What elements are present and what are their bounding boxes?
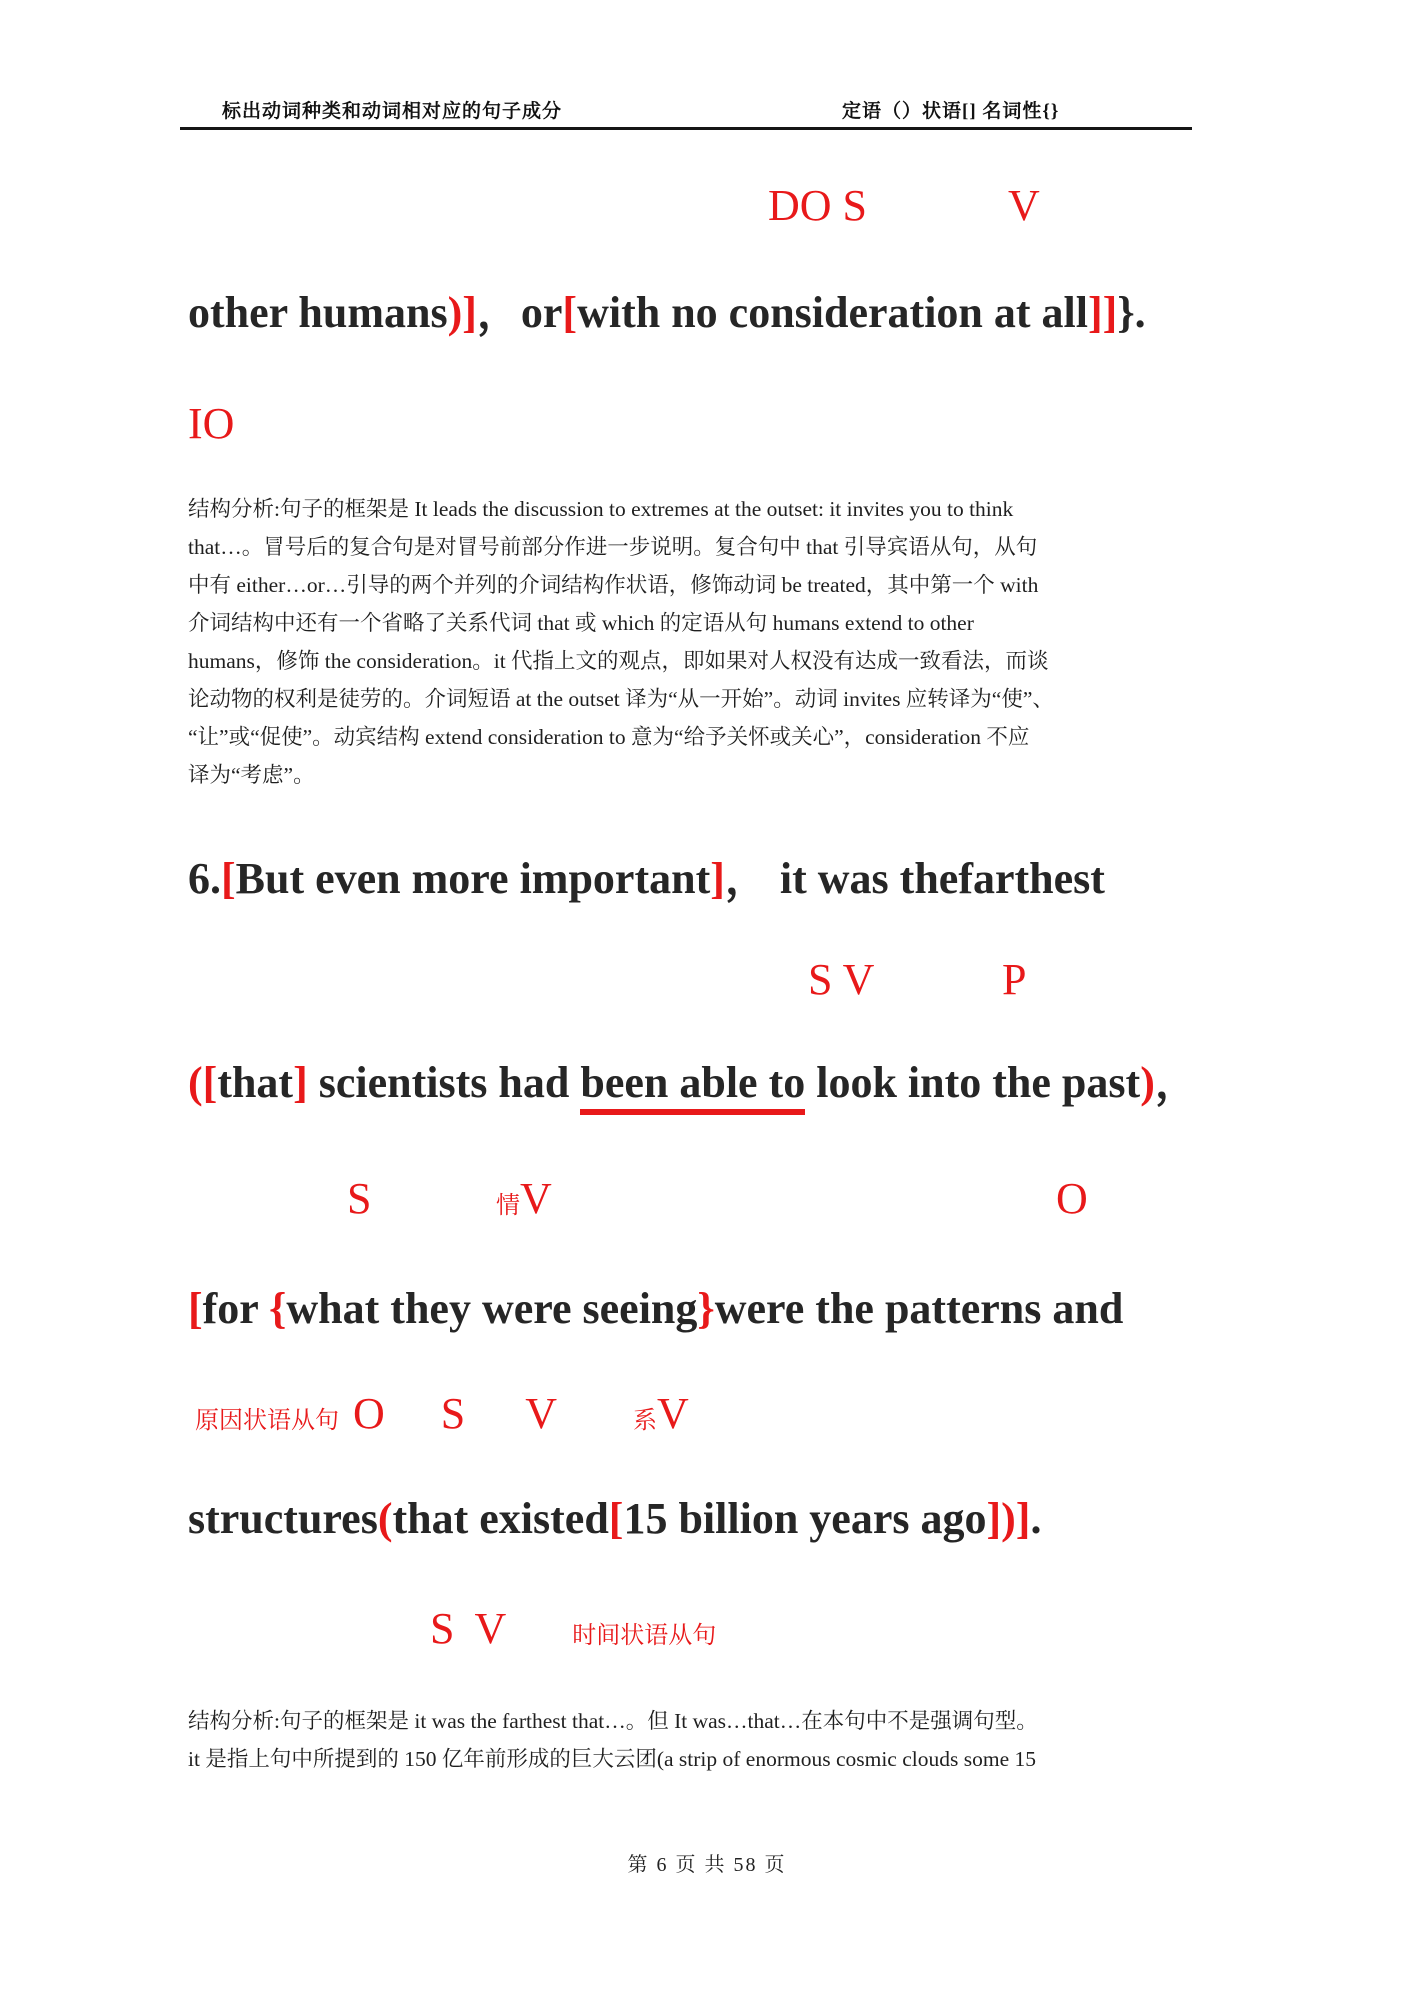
red-brackets: )] [447,288,477,337]
red-bracket: [ [608,1494,624,1543]
annotation-o: O [1056,1174,1088,1223]
header-rule [180,127,1192,130]
sentence-line-3 [188,1284,1123,1333]
annotation-s: S [347,1174,372,1223]
sentence-text: that existed [392,1494,609,1543]
annotation-do-s: DO S [768,181,868,230]
red-brace: { [269,1284,287,1333]
sentence-6-heading [188,854,1105,903]
annotation-p: P [1002,955,1027,1004]
underlined-phrase: been able to [580,1058,805,1115]
time-clause-label: 时间状语从句 [572,1623,717,1649]
sentence-text: for [202,1284,270,1333]
item-number: 6. [188,854,221,903]
analysis-line: 中有 either…or…引导的两个并列的介词结构作状语，修饰动词 be treated，其中第一个 with [188,573,1039,597]
red-bracket: [ [562,288,578,337]
analysis-line: it 是指上句中所提到的 150 亿年前形成的巨大云团(a strip of enormous cosmic clouds some 15 [188,1747,1036,1771]
annotation-reason-clause-row [195,1390,689,1438]
red-bracket: ) [1140,1058,1155,1107]
sentence-line-1 [188,288,1146,337]
analysis-line: 结构分析:句子的框架是 It leads the discussion to extremes at the outset: it invites you to think [188,497,1014,521]
analysis-line: 介词结构中还有一个省略了关系代词 that 或 which 的定语从句 humans extend to other [188,611,974,635]
sentence-text: were the patterns and [714,1284,1124,1333]
red-bracket: ] [293,1058,308,1107]
sentence-text: But even more important [235,854,711,903]
annotation-v: V [657,1389,689,1438]
linking-verb-label: 系 [633,1408,658,1434]
sentence-line-4 [188,1494,1041,1543]
sentence-text: other humans [188,288,448,337]
analysis-paragraph-2 [188,1702,1038,1778]
modal-verb-label: 情 [496,1193,520,1219]
red-paren: ( [377,1494,393,1543]
sentence-text: ，or [476,288,563,337]
annotation-s: S [440,1389,466,1438]
red-bracket: [ [221,854,236,903]
annotation-v: V [1008,181,1040,230]
annotation-s: S [430,1604,455,1653]
analysis-line: 译为“考虑”。 [188,763,315,787]
annotation-v: V [520,1174,552,1223]
analysis-line: 论动物的权利是徒劳的。介词短语 at the outset 译为“从一开始”。动词 invites 应转译为“使”、 [188,687,1054,711]
header-left-title: 标出动词种类和动词相对应的句子成分 [222,101,563,122]
sentence-line-2 [188,1058,1199,1107]
sentence-text: ， it was thefarthest [724,854,1105,903]
sentence-text: that [217,1058,294,1107]
page-number-footer: 第 6 页 共 58 页 [627,1854,787,1876]
sentence-text: with no consideration at all [577,288,1088,337]
sentence-text: structures [188,1494,378,1543]
analysis-line: “让”或“促使”。动宾结构 extend consideration to 意为“给予关怀或关心”，consideration 不应 [188,725,1030,749]
annotation-s-v: S V [808,955,875,1004]
analysis-line: 结构分析:句子的框架是 it was the farthest that…。但 It was…that…在本句中不是强调句型。 [188,1709,1038,1733]
red-brace: } [697,1284,715,1333]
annotation-v: V [474,1604,507,1653]
annotation-io: IO [188,399,235,448]
red-bracket: [ [188,1284,203,1333]
annotation-qing-v [496,1175,552,1223]
sentence-text: ， [1154,1058,1199,1107]
analysis-line: that…。冒号后的复合句是对冒号前部分作进一步说明。复合句中 that 引导宾语从句，从句 [188,535,1038,559]
header-right-legend: 定语（）状语[] 名词性{} [842,101,1060,122]
analysis-line: humans，修饰 the consideration。it 代指上文的观点，即如果对人权没有达成一致看法，而谈 [188,649,1049,673]
annotation-v: V [525,1389,558,1438]
sentence-text: . [1030,1494,1042,1543]
sentence-text: what they were seeing [286,1284,698,1333]
red-brackets: ])] [986,1494,1031,1543]
sentence-text: 15 billion years ago [623,1494,987,1543]
red-brackets: ([ [188,1058,218,1107]
reason-clause-label: 原因状语从句 [195,1408,339,1434]
sentence-text: look into the past [805,1058,1141,1107]
analysis-paragraph-1 [188,490,1054,794]
red-bracket: ] [710,854,725,903]
annotation-o: O [353,1389,385,1438]
sentence-text: }. [1117,288,1146,337]
red-brackets: ]] [1088,288,1118,337]
annotation-time-clause-row [430,1605,716,1653]
sentence-text: scientists had [307,1058,581,1107]
